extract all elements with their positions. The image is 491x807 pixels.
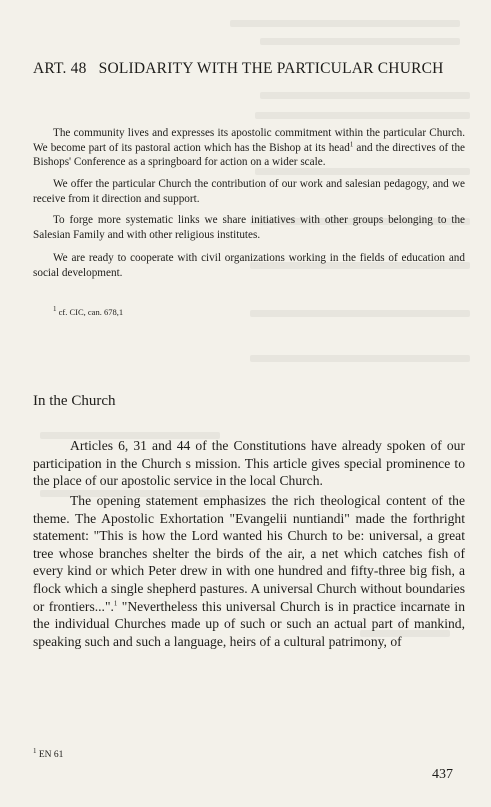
article-number: ART. 48	[33, 60, 87, 77]
body-paragraph-1: Articles 6, 31 and 44 of the Constitutions have already spoken of our participation in the Church s mission. This article gives special prominence to the place of our apostolic service in the local Church.	[33, 438, 465, 489]
article-note: $^1$ cf. CIC, can. 678,1	[53, 305, 124, 317]
article-paragraph-1: The community lives and expresses its apostolic commitment within the particular Church. We become part of its pastoral action which has the Bishop at its head$^1$ and the directives of the Bishops' Conference as a springboard for action on a wider scale.	[33, 127, 466, 168]
body-paragraph-2: The opening statement emphasizes the rich theological content of the theme. The Apostolic Exhortation "Evangelii nuntiandi" made the forthright statement: "This is how the Lord wanted his Church to be: universal, a great tree whose branches shelter the birds of the air, a net which catches fish of every kind or which Peter drew in with one hundred and fifty-three big fish, a flock which a single shepherd pastures. A universal Church without boundaries or frontiers...".$^1$ "Nevertheless this universal Church is in practice incarnate in the individual Churches made up of such or such an actual part of mankind, speaking such and such a language, heirs of a cultural patrimony, of	[33, 493, 465, 649]
page-number: 437	[432, 767, 453, 782]
article-paragraph-4: We are ready to cooperate with civil organizations working in the fields of education and social development.	[33, 252, 465, 279]
article-title-text: SOLIDARITY WITH THE PARTICULAR CHURCH	[98, 60, 444, 77]
footnote-marker: 1	[349, 139, 354, 148]
footnote: $^1$ EN 61	[33, 746, 64, 760]
article-title	[33, 60, 473, 78]
section-heading: In the Church	[33, 393, 116, 409]
footnote-marker: 1	[113, 599, 118, 608]
article-paragraph-3: To forge more systematic links we share initiatives with other groups belonging to the Salesian Family and with other religious institutes.	[33, 214, 465, 241]
article-paragraph-2: We offer the particular Church the contribution of our work and salesian pedagogy, and we receive from it direction and support.	[33, 178, 465, 205]
